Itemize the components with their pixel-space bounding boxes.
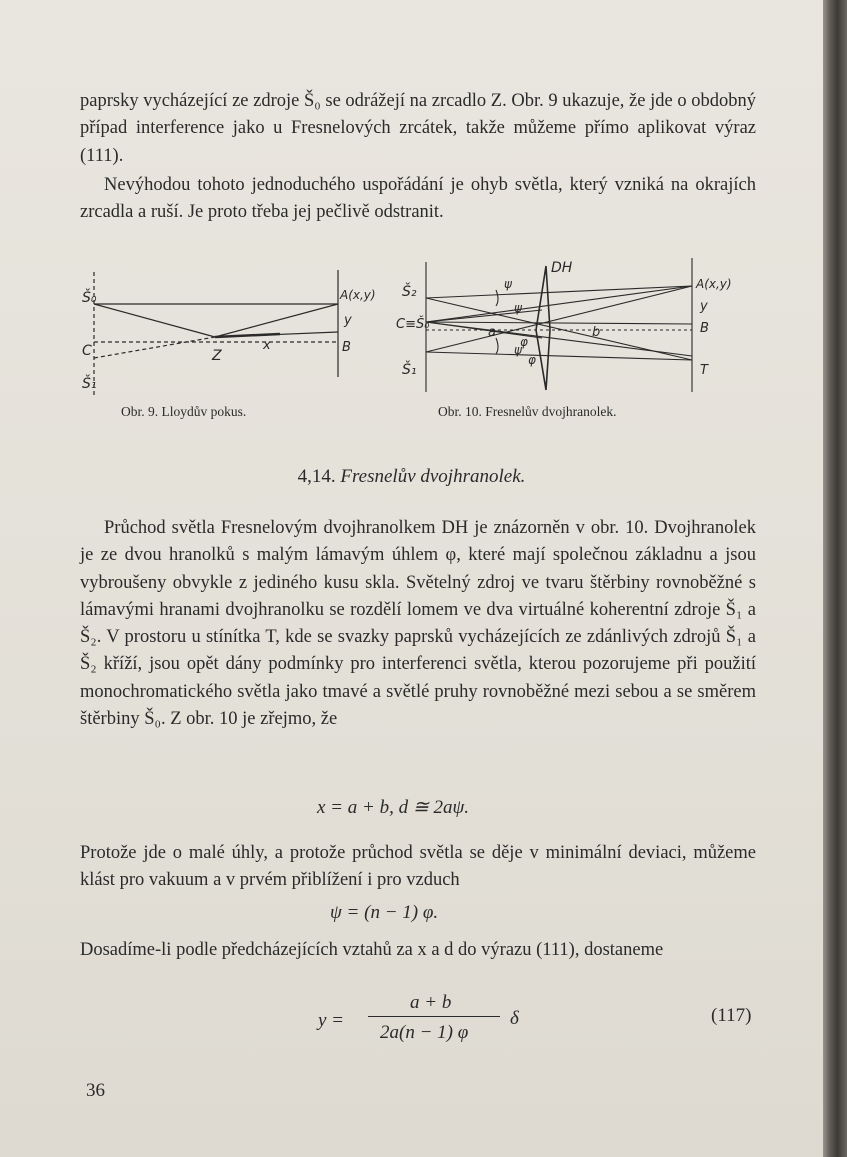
paragraph-substitute: Dosadíme-li podle předcházejících vztahů za x a d do výrazu (111), dostaneme — [80, 940, 664, 960]
fig10-label-t: T — [700, 363, 708, 378]
eq117-fraction-bar — [368, 1016, 500, 1017]
eq117-delta: δ — [510, 1008, 519, 1029]
fig10-label-phi-low: φ — [528, 353, 536, 367]
equation-x-d: x = a + b, d ≅ 2aψ. — [317, 797, 470, 818]
fig10-label-c-s0: C≡Š₀ — [396, 317, 430, 332]
figure-fresnel-biprism — [396, 252, 766, 400]
fig10-label-psi-low: ψ — [514, 343, 522, 357]
eq117-numerator: a + b — [410, 992, 452, 1013]
equation-117 — [312, 990, 572, 1050]
fig9-label-b: B — [342, 340, 351, 355]
fig10-label-b: b — [592, 325, 601, 340]
section-heading — [0, 466, 823, 488]
fig10-label-s1: Š₁ — [402, 362, 417, 378]
fig10-label-phi-mid: φ — [520, 335, 528, 349]
book-binding-edge — [823, 0, 847, 1157]
equation-psi: ψ = (n − 1) φ. — [330, 902, 439, 923]
paragraph-disadvantage: Nevýhodou tohoto jednoduchého uspořádání je ohyb světla, který vzniká na okrajích zrcadla a ruší. Je proto třeba jej pečlivě odstranit. — [80, 175, 756, 223]
caption-fig10: Obr. 10. Fresnelův dvojhranolek. — [438, 404, 617, 419]
fig9-label-c: C — [82, 343, 92, 359]
fig10-label-axy: A(x,y) — [696, 277, 732, 291]
section-number: 4,14. — [297, 466, 336, 487]
paragraph-biprism: Průchod světla Fresnelovým dvojhranolkem DH je znázorněn v obr. 10. Dvojhranolek je ze dvou hranolků s malým lámavým úhlem φ, které mají společnou základnu a jsou vybroušeny obvykle z jediného kusu skla. Světelný zdroj ve tvaru štěrbiny rovnoběžné s lámavými hranami dvojhranolku se rozdělí lomem ve dva virtuálné koherentní zdroje Š₁ a Š₂. V prostoru u stínítka T, kde se svazky paprsků vycházejících ze zdánlivých zdrojů Š₁ a Š₂ kříží, jsou opět dány podmínky pro interferenci světla, kterou pozorujeme při použití monochromatického světla jako tmavé a světlé pruhy rovnoběžné mezi sebou a se směrem štěrbiny Š₀. Z obr. 10 je zřejmo, že — [80, 518, 756, 730]
caption-fig9: Obr. 9. Lloydův pokus. — [121, 404, 247, 419]
fig9-label-x: x — [263, 338, 271, 353]
fig10-label-b-upper: B — [700, 321, 709, 336]
equation-number-117: (117) — [711, 1005, 752, 1026]
fig10-label-psi-mid: ψ — [514, 301, 522, 315]
fig9-label-y: y — [344, 313, 352, 328]
fig9-label-a: A(x,y) — [340, 288, 376, 302]
fig9-label-s1: Š₁ — [82, 376, 97, 392]
fig10-label-a: a — [488, 325, 496, 340]
fig9-label-z: Z — [212, 348, 222, 364]
paragraph-small-angles: Protože jde o malé úhly, a protože průchod světla se děje v minimální deviaci, můžeme klást pro vakuum a v prvém přiblížení i pro vzduch — [80, 843, 756, 891]
fig10-label-dh: DH — [551, 260, 573, 276]
eq117-lhs: y = — [318, 1010, 345, 1031]
paragraph-intro: paprsky vycházející ze zdroje Š₀ se odrážejí na zrcadlo Z. Obr. 9 ukazuje, že jde o obdobný případ interference jako u Fresnelových zrcátek, takže můžeme přímo aplikovat výraz (111). — [80, 91, 756, 166]
fig10-label-psi-top: ψ — [504, 277, 512, 291]
fig10-label-s2: Š₂ — [402, 284, 417, 300]
fig10-label-y: y — [700, 299, 708, 314]
section-title: Fresnelův dvojhranolek. — [340, 466, 526, 487]
page-number: 36 — [86, 1080, 105, 1101]
figure-lloyd-mirror — [80, 262, 380, 402]
fig9-label-s0: Š₀ — [82, 290, 97, 306]
eq117-denominator: 2a(n − 1) φ — [380, 1022, 469, 1043]
